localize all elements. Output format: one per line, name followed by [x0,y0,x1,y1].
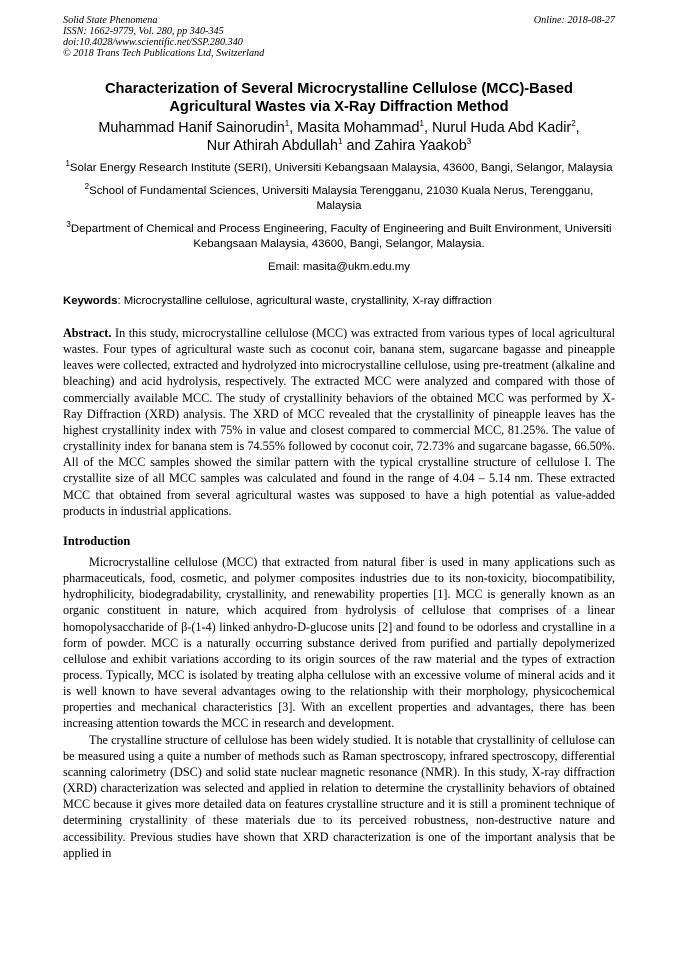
author-name: Nur Athirah Abdullah [206,138,338,154]
paper-title: Characterization of Several Microcrystalline Cellulose (MCC)-Based Agricultural Wastes via X-Ray Diffraction Method [105,81,573,115]
body-paragraph: Microcrystalline cellulose (MCC) that extracted from natural fiber is used in many applications such as pharmaceuticals, food, cosmetic, and polymer composites industries due to its non-toxicity, biocompatibility, hydrophilicity, biodegradability, crystallinity, and renewability properties [1]. MCC is generally known as an organic constituent in nature, which acquired from hydrolysis of cellulose that comprises of a linear homopolysaccharide of β-(1-4) linked anhydro-D-glucose units [2] and found to be odorless and crystalline in a form of powder. MCC is a naturally occurring substance derived from purified and partially depolymerized cellulose and exhibit variations according to its origin sources of the raw material and the types of extraction process. Typically, MCC is isolated by treating alpha cellulose with an excessive volume of mineral acids and it is well known to have several advantages owing to the relationship with their morphology, physicochemical properties and mechanical characteristics [3]. With an excellent properties and advantages, there has been increasing attention towards the MCC in research and development. [63,554,615,731]
running-header [63,15,615,59]
journal-doi: doi:10.4028/www.scientific.net/SSP.280.340 [63,37,243,48]
author-separator: , [424,120,432,136]
author-affiliation-mark: 1 [419,119,424,129]
author-affiliation-mark: 1 [338,137,343,147]
section-heading-introduction: Introduction [63,533,131,548]
body-paragraph: The crystalline structure of cellulose has been widely studied. It is notable that crystallinity of cellulose can be measured using a quite a number of methods such as Raman spectroscopy, infrared spectroscopy, differential scanning calorimetry (DSC) and solid state nuclear magnetic resonance (NMR). In this study, X-ray diffraction (XRD) characterization was selected and applied in relation to determine the crystallinity behaviors of obtained MCC because it gives more detailed data on features crystalline structure and it is still a prominent technique of determining crystallinity of these materials due to its perceived robustness, non-destructive nature and accessibility. Previous studies have shown that XRD characterization is one of the important analysis that be applied in [63,732,615,860]
author-affiliation-mark: 2 [571,119,576,129]
author-separator: , [289,120,298,136]
journal-name: Solid State Phenomena [63,15,158,26]
keywords-text: : Microcrystalline cellulose, agricultural waste, crystallinity, X-ray diffraction [117,295,492,307]
author-affiliation-mark: 3 [466,137,472,147]
affiliation [63,222,615,252]
journal-info [63,15,264,59]
author-list [63,119,615,155]
keywords-label: Keywords [63,295,118,307]
author-affiliation-mark: 1 [284,119,290,129]
author-separator: , [575,120,580,136]
affiliation [63,184,615,214]
author-name: Nurul Huda Abd Kadir [432,120,572,136]
abstract-text: In this study, microcrystalline cellulose (MCC) was extracted from various types of local agricultural wastes. Four types of agricultural waste such as coconut coir, banana stem, sugarcane bagasse and pineapple leaves were collected, extracted and hydrolyzed into microcrystalline cellulose, using pre-treatment (alkaline and bleaching) and acid hydrolysis, respectively. The extracted MCC were analyzed and compared with those of commercially available MCC. The study of crystallinity behaviors of the obtained MCC was performed by X-Ray Diffraction (XRD) analysis. The XRD of MCC revealed that the crystallinity of pineapple leaves has the highest crystallinity index with 75% in value and closest compared to commercial MCC, 81.25%. The value of crystallinity index for banana stem is 74.55% followed by coconut coir, 72.73% and sugarcane bagasse, 66.50%. All of the MCC samples showed the similar pattern with the typical crystalline structure of cellulose I. The crystallite size of all MCC samples was calculated and found in the range of 4.04 – 5.14 nm. These extracted MCC that obtained from several agricultural wastes was supposed to have a high potential as value-added products in industrial applications. [63,326,615,518]
affiliation [63,161,615,176]
affiliation-mark: 1 [65,159,70,169]
abstract-label: Abstract. [63,326,112,340]
online-date: Online: 2018-08-27 [533,15,615,26]
affiliation-text: School of Fundamental Sciences, Universiti Malaysia Terengganu, 21030 Kuala Nerus, Terengganu, Malaysia [89,185,594,212]
author-name: Muhammad Hanif Sainorudin [98,120,285,136]
author-separator: and [342,138,375,154]
journal-issn: ISSN: 1662-9779, Vol. 280, pp 340-345 [63,26,224,37]
affiliation-text: Solar Energy Research Institute (SERI), Universiti Kebangsaan Malaysia, 43600, Bangi, Selangor, Malaysia [69,162,613,174]
affiliation-text: Department of Chemical and Process Engineering, Faculty of Engineering and Built Environment, Universiti Kebangsaan Malaysia, 43600, Bangi, Selangor, Malaysia. [70,223,612,250]
affiliation-mark: 2 [84,182,90,192]
abstract [63,325,615,519]
keywords [63,294,615,309]
affiliation-mark: 3 [66,220,71,230]
author-name: Zahira Yaakob [374,138,467,154]
author-name: Masita Mohammad [297,120,420,136]
journal-copyright: © 2018 Trans Tech Publications Ltd, Switzerland [63,48,265,59]
contact-email: Email: masita@ukm.edu.my [268,261,410,273]
